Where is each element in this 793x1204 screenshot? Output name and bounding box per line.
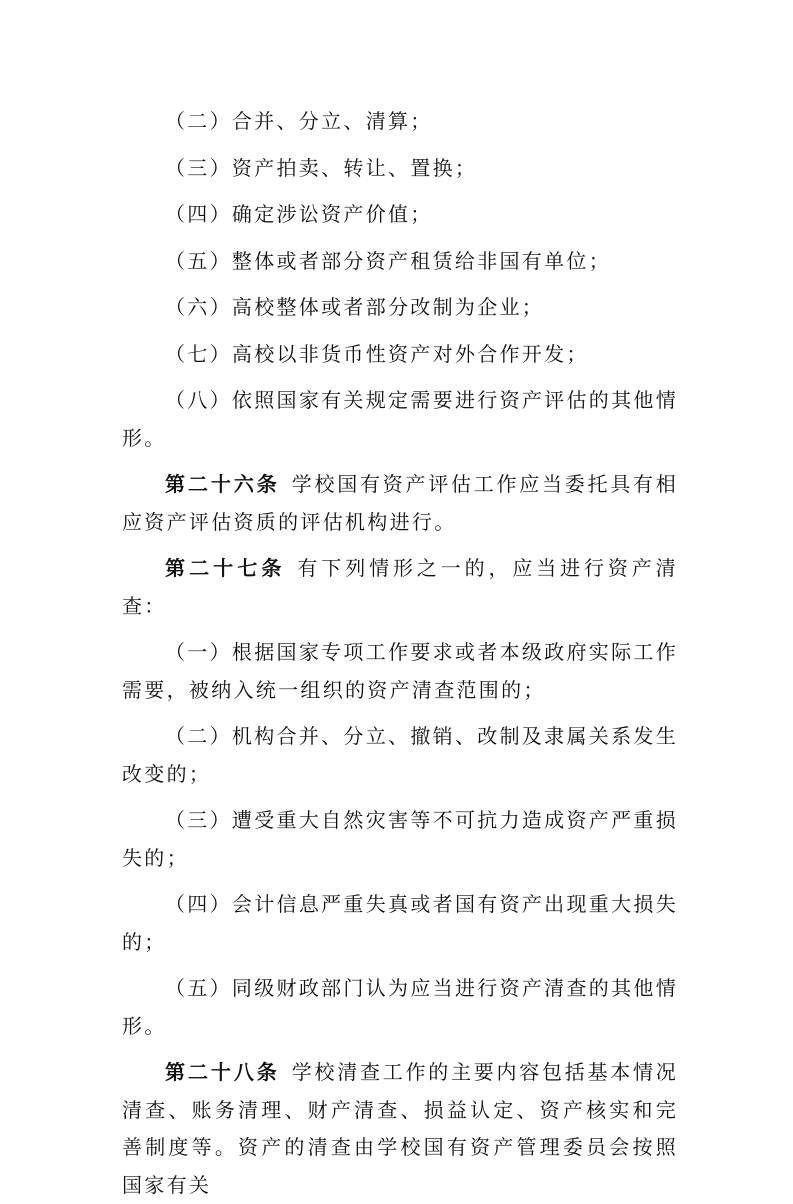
article-27: [122, 550, 678, 625]
article-28: [122, 1054, 678, 1204]
list-item: （六）高校整体或者部分改制为企业；: [165, 295, 545, 319]
list-item: （七）高校以非货币性资产对外合作开发；: [165, 341, 589, 366]
article-text: 学校国有资产评估工作应当委托具有相应资产评估资质的评估机构进行。: [122, 472, 679, 534]
article-number: 第二十六条: [165, 472, 280, 496]
article-number: 第二十七条: [165, 556, 286, 580]
list-item: （四）确定涉讼资产价值；: [165, 202, 433, 226]
article-text: 学校清查工作的主要内容包括基本情况清查、账务清理、财产清查、损益认定、资产核实和完善制度等。资产的清查由学校国有资产管理委员会按照国家有关: [122, 1060, 679, 1197]
list-item: （五）整体或者部分资产租赁给非国有单位；: [165, 248, 611, 273]
article-26: [122, 466, 678, 541]
list-item: （二）机构合并、分立、撤销、改制及隶属关系发生改变的；: [122, 724, 678, 786]
list-item: （三）遭受重大自然灾害等不可抗力造成资产严重损失的；: [122, 808, 678, 870]
list-item: （四）会计信息严重失真或者国有资产出现重大损失的；: [122, 892, 678, 954]
list-item: （三）资产拍卖、转让、置换；: [165, 155, 478, 180]
list-item: （二）合并、分立、清算；: [165, 109, 433, 133]
list-item: （五）同级财政部门认为应当进行资产清查的其他情形。: [122, 976, 678, 1038]
article-number: 第二十八条: [165, 1060, 280, 1084]
list-item: （一）根据国家专项工作要求或者本级政府实际工作需要，被纳入统一组织的资产清查范围的；: [122, 640, 678, 702]
article-text: 有下列情形之一的，应当进行资产清查：: [122, 556, 678, 618]
document-page: [122, 103, 678, 1204]
list-item: （八）依照国家有关规定需要进行资产评估的其他情形。: [122, 388, 678, 450]
